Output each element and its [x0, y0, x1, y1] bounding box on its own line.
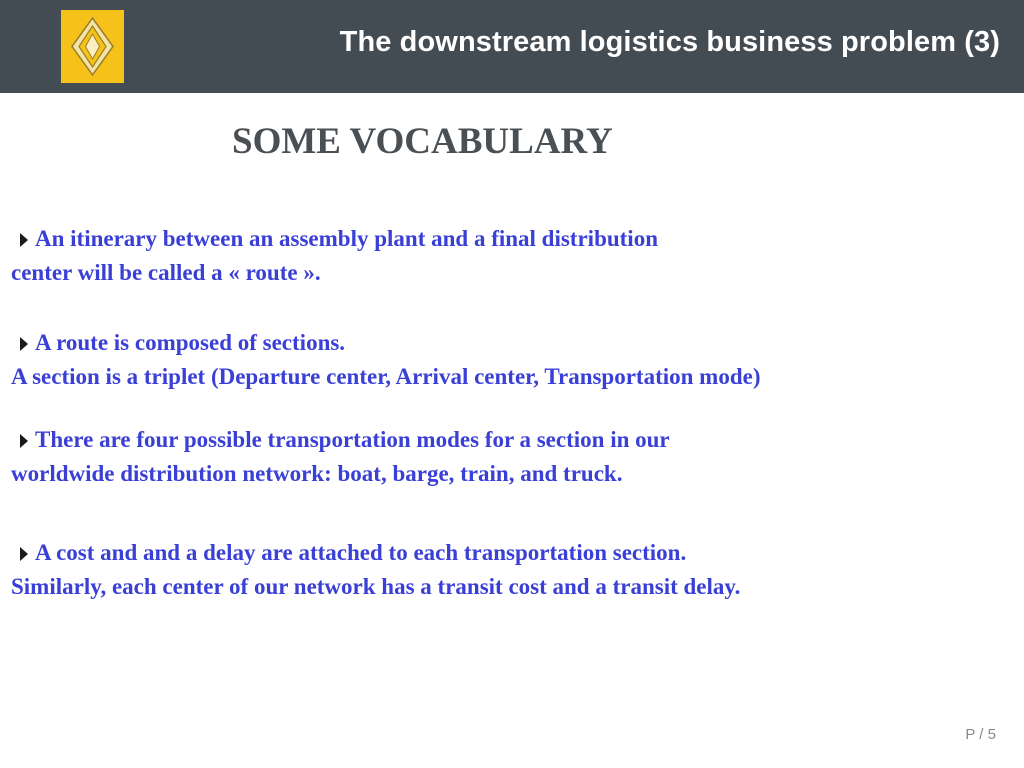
page-number: P / 5 — [965, 726, 996, 743]
triangle-right-icon — [20, 434, 28, 448]
bullet-line-2: A section is a triplet (Departure center, Arrival center, Transportation mode) — [11, 364, 761, 389]
bullet-line-1 — [11, 222, 658, 256]
bullet-text: An itinerary between an assembly plant and a final distribution — [35, 226, 658, 251]
bullet-item — [11, 326, 761, 394]
bullet-line-2: worldwide distribution network: boat, barge, train, and truck. — [11, 461, 623, 486]
section-heading: SOME VOCABULARY — [232, 121, 613, 162]
renault-diamond-icon — [61, 10, 124, 83]
bullet-item — [11, 536, 740, 604]
triangle-right-icon — [20, 337, 28, 351]
bullet-text: There are four possible transportation modes for a section in our — [35, 427, 670, 452]
triangle-right-icon — [20, 547, 28, 561]
renault-logo — [61, 10, 124, 83]
bullet-line-1 — [11, 423, 670, 457]
bullet-line-2: Similarly, each center of our network has a transit cost and a transit delay. — [11, 574, 741, 599]
bullet-item — [11, 423, 670, 491]
bullet-line-2: center will be called a « route ». — [11, 260, 321, 285]
bullet-text: A cost and and a delay are attached to each transportation section. — [35, 540, 687, 565]
bullet-line-1 — [11, 326, 761, 360]
bullet-line-1 — [11, 536, 740, 570]
triangle-right-icon — [20, 233, 28, 247]
slide-title: The downstream logistics business problem (3) — [339, 26, 1000, 58]
bullet-item — [11, 222, 658, 290]
header-bar — [0, 0, 1024, 93]
bullet-text: A route is composed of sections. — [35, 330, 346, 355]
